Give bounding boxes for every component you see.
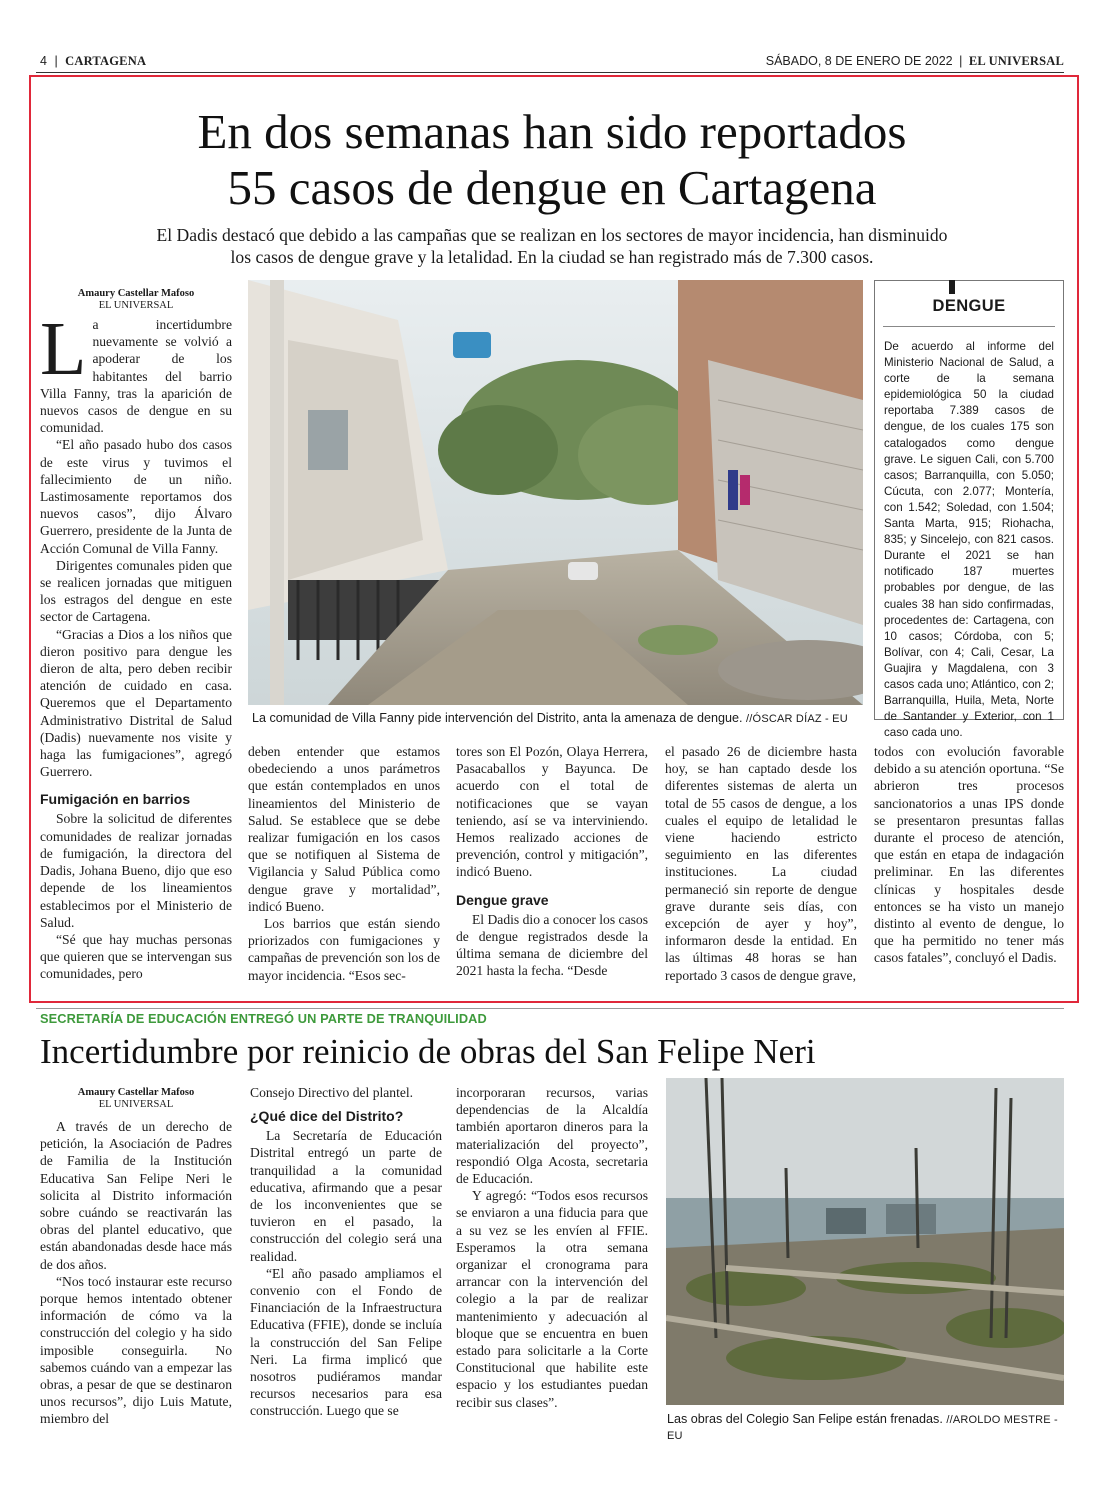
article-2-column-1 <box>40 1118 232 1428</box>
article-2-byline <box>40 1087 232 1111</box>
article-deck <box>90 224 1014 268</box>
headline-line-1: En dos semanas han sido reportados <box>197 104 907 159</box>
article-column-1 <box>40 307 232 983</box>
section-divider <box>36 1008 1064 1009</box>
drop-cap: L <box>40 307 87 391</box>
sidebar-title: DENGUE <box>932 297 1006 315</box>
deck-line-1: El Dadis destacó que debido a las campañas que se realizan en los sectores de mayor incidencia, han disminuido <box>156 225 948 245</box>
lead-paragraph: La incertidumbre nuevamente se volvió a apoderar de los habitantes del barrio Villa Fanny, tras la aparición de nuevos casos de dengue en su comunidad. <box>40 307 232 436</box>
article-2-column-2 <box>250 1084 442 1420</box>
section-name: CARTAGENA <box>65 54 147 68</box>
sidebar-rule <box>883 326 1055 327</box>
article-2-headline: Incertidumbre por reinicio de obras del San Felipe Neri <box>40 1032 816 1071</box>
paragraph: A través de un derecho de petición, la Asociación de Padres de Familia de la Institución Educativa San Felipe Neri le solicita al Distrito información sobre cuándo se reactivarán las obras del plantel educativo, que están abandonadas desde hace más de dos años. <box>40 1119 232 1272</box>
news-photo <box>248 280 863 705</box>
paragraph: Consejo Directivo del plantel. <box>250 1085 414 1100</box>
sidebar-tab-mark <box>949 280 955 294</box>
street-photo-illustration <box>248 280 863 705</box>
sidebar-text: De acuerdo al informe del Ministerio Nacional de Salud, a corte de la semana epidemiológica 50 la ciudad reportaba 7.389 casos de dengue, de los cuales 175 son catalogados como dengue grave. Le siguen Cali, con 5.700 casos; Barranquilla, con 5.050; Cúcuta, con 2.077; Montería, con 1.542; Soledad, con 1.504; Santa Marta, 915; Riohacha, 835; y Sincelejo, con 821 casos. Durante el 2021 se han notificado 187 muertes probables por dengue, de las cuales 38 han sido confirmadas, procedentes de: Cartagena, con 10 casos; Córdoba, con 5; Bolívar, con 4; Cali, Cesar, La Guajira y Magdalena, con 3 casos cada uno; Atlántico, con 2; Barranquilla, Huila, Meta, Norte de Santander y Exterior, con 1 caso cada uno. <box>884 340 1054 740</box>
page-folio: 4 | CARTAGENA <box>40 54 147 68</box>
paragraph: incorporaran recursos, varias dependencias de la Alcaldía también aportaron dineros para la materialización del proyecto”, respondió Olga Acosta, secretaria de Educación. <box>456 1085 648 1187</box>
paragraph: “El año pasado hubo dos casos de este virus y tuvimos el fallecimiento de un niño. Lastimosamente reportamos dos nuevos casos”, dijo Álvaro Guerrero, presidente de la Junta de Acción Comunal de Villa Fanny. <box>40 437 232 556</box>
caption-text: Las obras del Colegio San Felipe están frenadas. <box>667 1412 943 1426</box>
paragraph: El Dadis dio a conocer los casos de dengue registrados desde la última semana de diciembre del 2021 hasta la fecha. “Desde <box>456 911 648 979</box>
page-number: 4 <box>40 54 47 68</box>
paragraph: Los barrios que están siendo priorizados con fumigaciones y campañas de prevención son los de mayor incidencia. “Esos sec- <box>248 916 440 983</box>
paragraph: “El año pasado ampliamos el convenio con el Fondo de Financiación de la Infraestructura Educativa (FFIE), donde se incluía la construcción del San Felipe Neri. La firma implicó que nosotros pudiéramos mandar recursos necesarios para esa construcción. Luego que se <box>250 1265 442 1419</box>
paragraph: “Nos tocó instaurar este recurso porque hemos intentado obtener información de cómo va la construcción del colegio y ha sido imposible conseguirla. No sabemos cuándo van a empezar las obras, a pesar de que se destinaron unos recursos”, dijo Luis Matute, miembro del <box>40 1273 232 1427</box>
newspaper-name: EL UNIVERSAL <box>968 54 1064 68</box>
byline-name: Amaury Castellar Mafoso <box>77 1087 195 1098</box>
paragraph: “Sé que hay muchas personas que quieren que se intervengan sus comunidades, pero <box>40 931 232 982</box>
byline-name: Amaury Castellar Mafoso <box>77 288 195 299</box>
paragraph: Y agregó: “Todos esos recursos se enviaron a una fiducia para que a su vez se les envíen al FFIE. Esperamos la otra semana organizar el cronograma para arrancar con la intervención del colegio a la par de realizar mantenimiento y adecuación al bloque que se encuentra en buen estado para solicitarle a la Corte Constitucional que habilite este espacio y los estudiantes puedan recibir sus clases”. <box>456 1188 648 1410</box>
subheading: ¿Qué dice del Distrito? <box>250 1108 404 1125</box>
article-headline <box>40 104 1064 216</box>
top-rule <box>36 72 1064 73</box>
construction-photo <box>666 1078 1064 1405</box>
photo-caption <box>252 711 864 727</box>
paragraph: tores son El Pozón, Olaya Herrera, Pasacaballos y Bayunca. De acuerdo con el total de notificaciones que se vayan teniendo, así se va interviniendo. Hemos realizado acciones de prevención, control y mitigación”, indicó Bueno. <box>456 744 648 880</box>
photo-credit: //AROLDO MESTRE - EU <box>667 1414 1058 1442</box>
photo-credit: //ÓSCAR DÍAZ - EU <box>746 713 848 725</box>
article-2-photo-caption <box>667 1412 1065 1444</box>
paragraph: el pasado 26 de diciembre hasta hoy, se han captado desde los diferentes sistemas de alerta un total de 55 casos de dengue, a los cuales el equipo de letalidad le viene haciendo estricto seguimiento en las diferentes instituciones. La ciudad permaneció sin reporte de dengue grave durante seis días, con excepción de ayer y hoy”, informaron desde la entidad. En las últimas 48 horas se han reportado 3 casos de dengue grave, <box>665 744 857 983</box>
paragraph: deben entender que estamos obedeciendo a unos parámetros que están contemplados en unos lineamientos del Ministerio de Salud. Se establece que se debe realizar fumigación en los casos que se notifiquen al Sistema de Vigilancia y Salud Pública como dengue grave y mortalidad”, indicó Bueno. <box>248 744 440 914</box>
paragraph: “Gracias a Dios a los niños que dieron positivo para dengue les dieron de alta, pero deben recibir atención de cuidado en casa. Queremos que el Departamento Administrativo Distrital de Salud (Dadis) nuevamente nos visite y haga las fumigaciones”, agregó Guerrero. <box>40 626 232 780</box>
byline-outlet: EL UNIVERSAL <box>98 1099 174 1110</box>
issue-date: SÁBADO, 8 DE ENERO DE 2022 <box>765 54 953 68</box>
article-column-5 <box>874 743 1064 967</box>
article-column-3 <box>456 743 648 979</box>
construction-photo-illustration <box>666 1078 1064 1405</box>
paragraph: Dirigentes comunales piden que se realicen jornadas que mitiguen los estragos del dengue en este sector de Cartagena. <box>40 557 232 625</box>
dengue-sidebar <box>874 280 1064 740</box>
paragraph: La Secretaría de Educación Distrital entregó un parte de tranquilidad a la comunidad educativa, afirmando que a pesar de los inconvenientes que se tuvieron en el pasado, la construcción del colegio será una realidad. <box>250 1128 442 1264</box>
paragraph: Sobre la solicitud de diferentes comunidades de realizar jornadas de fumigación, la directora del Dadis, Johana Bueno, dijo que eso depende de los lineamientos establecimos por el Ministerio de Salud. <box>40 811 232 930</box>
deck-line-2: los casos de dengue grave y la letalidad. En la ciudad se han registrado más de 7.300 casos. <box>230 247 874 267</box>
headline-line-2: 55 casos de dengue en Cartagena <box>227 160 877 215</box>
byline-outlet: EL UNIVERSAL <box>98 300 174 311</box>
subheading: Dengue grave <box>456 891 549 908</box>
page-dateline: SÁBADO, 8 DE ENERO DE 2022 | EL UNIVERSAL <box>765 54 1064 68</box>
article-kicker: SECRETARÍA DE EDUCACIÓN ENTREGÓ UN PARTE DE TRANQUILIDAD <box>40 1011 487 1026</box>
article-2-column-3 <box>456 1084 648 1411</box>
caption-text: La comunidad de Villa Fanny pide intervención del Distrito, anta la amenaza de dengue. <box>252 711 743 725</box>
article-column-4 <box>665 743 857 984</box>
article-column-2 <box>248 743 440 984</box>
subheading: Fumigación en barrios <box>40 791 191 808</box>
paragraph: todos con evolución favorable debido a su atención oportuna. “Se abrieron tres procesos sancionatorios a unas IPS donde se presentaron presuntas fallas durante el proceso de atención, que están en etapa de indagación preliminar. En las diferentes clínicas y hospitales desde entonces se ha visto un manejo distinto al evento de dengue, lo que ha permitido no tener más casos fatales”, concluyó el Dadis. <box>874 744 1064 966</box>
